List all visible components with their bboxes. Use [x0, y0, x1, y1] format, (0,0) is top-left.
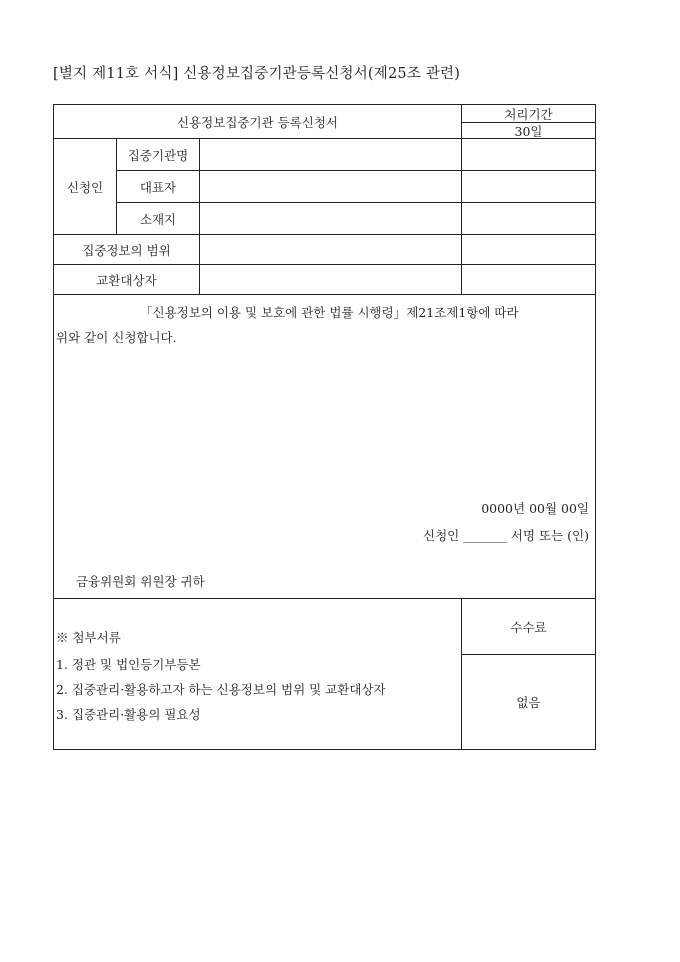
- exchange-target-label: 교환대상자: [96, 272, 157, 288]
- application-form: [53, 104, 596, 750]
- fee-value: 없음: [516, 695, 541, 710]
- applicant-label: 신청인: [66, 179, 104, 195]
- org-name-label: 집중기관명: [127, 147, 189, 163]
- attachments-title: ※ 첨부서류: [56, 630, 121, 645]
- document-title: [별지 제11호 서식] 신용정보집중기관등록신청서(제25조 관련): [53, 66, 461, 82]
- address-field[interactable]: [200, 203, 461, 234]
- org-name-field[interactable]: [200, 139, 461, 170]
- attachment-item: 3. 집중관리·활용의 필요성: [56, 707, 201, 722]
- application-date: 0000년 00월 00일: [481, 501, 589, 516]
- info-scope-label: 집중정보의 범위: [82, 242, 171, 258]
- processing-period-label: 처리기간: [504, 106, 553, 122]
- row-divider: [54, 294, 595, 295]
- recipient: 금융위원회 위원장 귀하: [76, 574, 205, 589]
- address-label: 소재지: [139, 211, 177, 227]
- application-statement-line1: 「신용정보의 이용 및 보호에 관한 법률 시행령」제21조제1항에 따라: [140, 305, 519, 320]
- attachment-item: 2. 집중관리·활용하고자 하는 신용정보의 범위 및 교환대상자: [56, 682, 386, 697]
- applicant-signature: 신청인 _______ 서명 또는 (인): [423, 528, 589, 543]
- form-title: 신용정보집중기관 등록신청서: [177, 114, 338, 130]
- attachment-item: 1. 정관 및 법인등기부등본: [56, 657, 201, 672]
- fee-label: 수수료: [510, 619, 547, 635]
- representative-field[interactable]: [200, 171, 461, 202]
- representative-label: 대표자: [139, 179, 177, 195]
- exchange-target-field[interactable]: [200, 265, 461, 294]
- application-statement-line2: 위와 같이 신청합니다.: [56, 330, 177, 345]
- processing-period-value: 30일: [514, 123, 543, 139]
- info-scope-field[interactable]: [200, 235, 461, 264]
